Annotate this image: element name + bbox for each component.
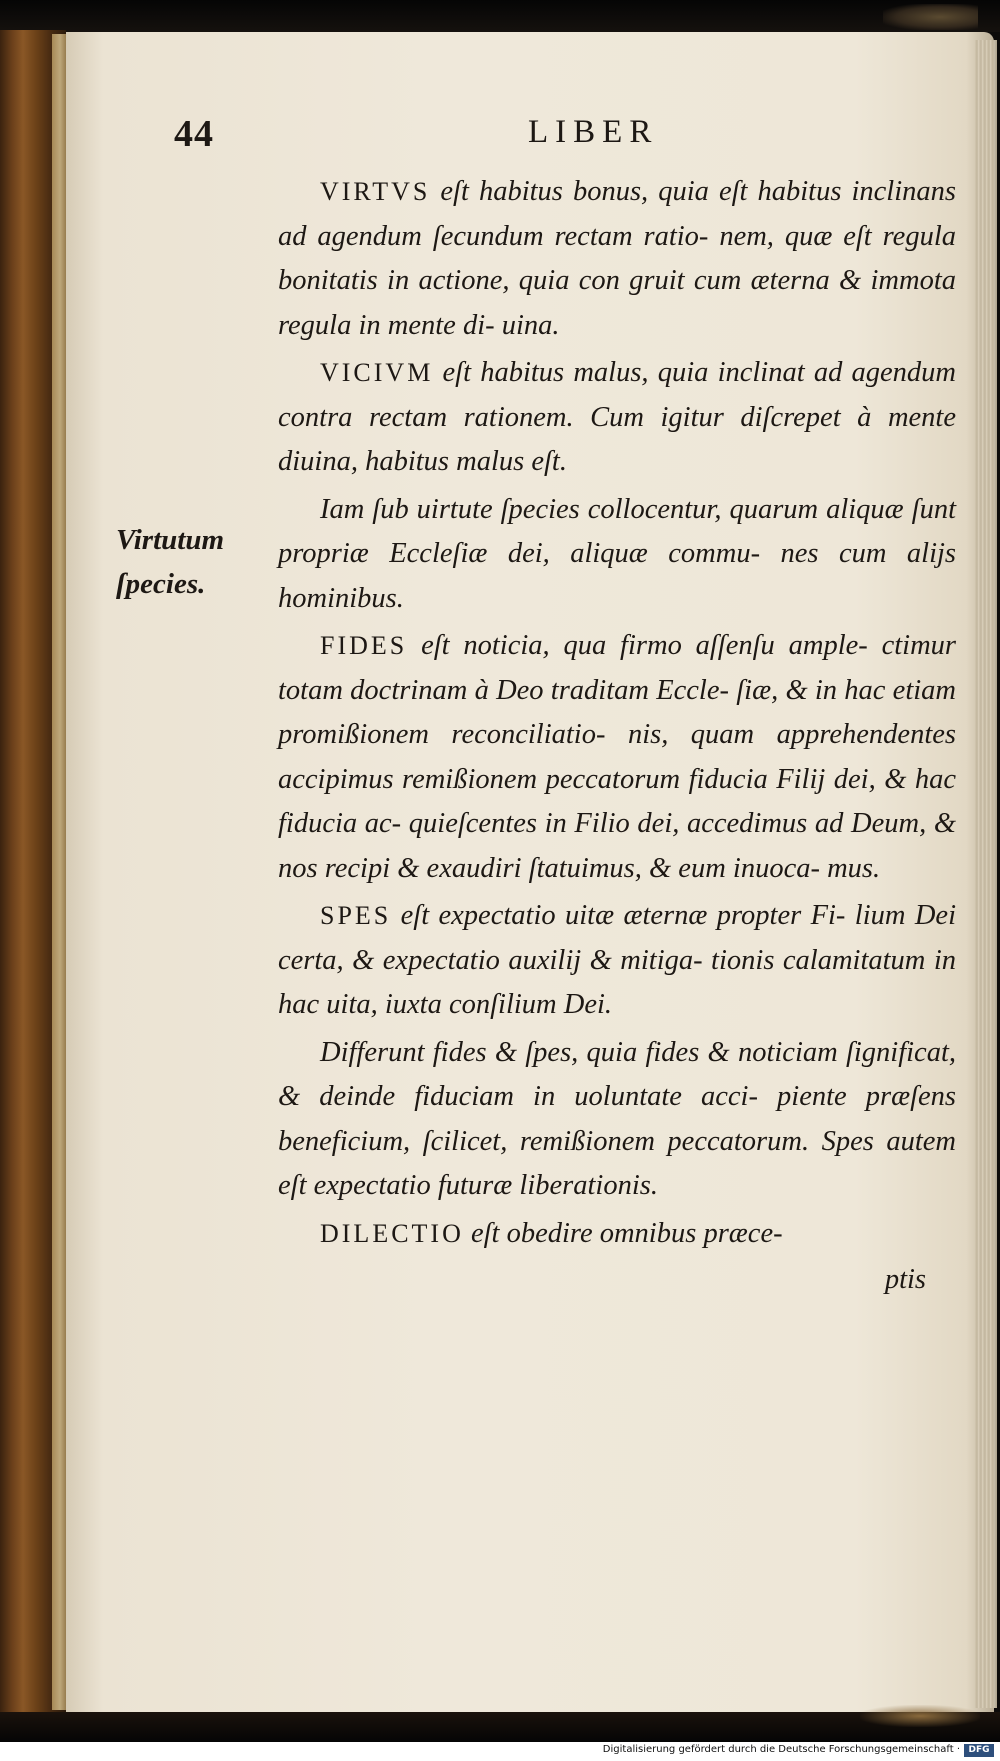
running-head: LIBER: [528, 114, 659, 150]
paragraph-fides: [278, 624, 956, 891]
paragraph-virtus: [278, 170, 956, 348]
paragraph-text: eſt habitus malus, quia inclinat ad agendum contra rectam rationem. Cum igitur diſcrepet à mente diuina, habitus malus eſt.: [278, 357, 956, 477]
main-text: [278, 170, 956, 1303]
paragraph-lead: VIRTVS: [320, 177, 431, 206]
paragraph-differunt: [278, 1031, 956, 1209]
margin-note-line-2: ſpecies.: [116, 568, 206, 600]
page-number: 44: [174, 113, 214, 155]
paragraph-lead: SPES: [320, 901, 392, 930]
paragraph-lead: VICIVM: [320, 358, 434, 387]
paragraph-text: eſt habitus bonus, quia eſt habitus inclinans ad agendum ſecundum rectam ratio- nem, quæ eſt regula bonitatis in actione, quia con gruit cum æterna & immota regula in mente di- uina.: [278, 176, 956, 341]
paragraph-species: [278, 488, 956, 622]
paragraph-text: Iam ſub uirtute ſpecies collocentur, quarum aliquæ ſunt propriæ Eccleſiæ dei, aliquæ commu- nes cum alijs hominibus.: [278, 493, 956, 614]
digitization-credit: Digitalisierung gefördert durch die Deutsche Forschungsgemeinschaft ·: [602, 1744, 960, 1755]
page-fore-edge: [975, 40, 997, 1708]
paragraph-dilectio: [278, 1212, 956, 1257]
bottom-stain: [860, 1705, 980, 1727]
paragraph-lead: FIDES: [320, 631, 408, 660]
paragraph-lead: DILECTIO: [320, 1218, 464, 1248]
scan-top-border: [0, 0, 1000, 32]
paragraph-text: eſt noticia, qua firmo aſſenſu ample- ctimur totam doctrinam à Deo traditam Eccle- ſiæ, & in hac etiam promißionem reconciliatio- nis, quam apprehendentes accipimus remißionem peccatorum fiducia Filij dei, & hac fiducia ac- quieſcentes in Filio dei, accedimus ad Deum, & nos recipi & exaudiri ſtatuimus, & eum inuoca- mus.: [278, 630, 956, 884]
top-stain: [883, 4, 978, 30]
catchword: ptis: [884, 1264, 926, 1295]
dfg-logo: DFG: [964, 1744, 994, 1757]
margin-note: [116, 518, 224, 606]
paragraph-text: eſt obedire omnibus præce-: [463, 1217, 783, 1249]
paragraph-text: Differunt fides & ſpes, quia fides & noticiam ſignificat, & deinde fiduciam in uoluntate acci- piente præſens beneficium, ſcilicet, remißionem peccatorum. Spes autem eſt expectatio futuræ liberationis.: [278, 1036, 956, 1201]
paragraph-spes: [278, 894, 956, 1028]
margin-note-line-1: Virtutum: [116, 524, 225, 556]
paragraph-vicium: [278, 351, 956, 485]
paragraph-text: eſt expectatio uitæ æternæ propter Fi- lium Dei certa, & expectatio auxilij & mitiga- tionis calamitatum in hac uita, iuxta conſilium Dei.: [278, 900, 956, 1020]
scan-bottom-border: [0, 1712, 1000, 1742]
